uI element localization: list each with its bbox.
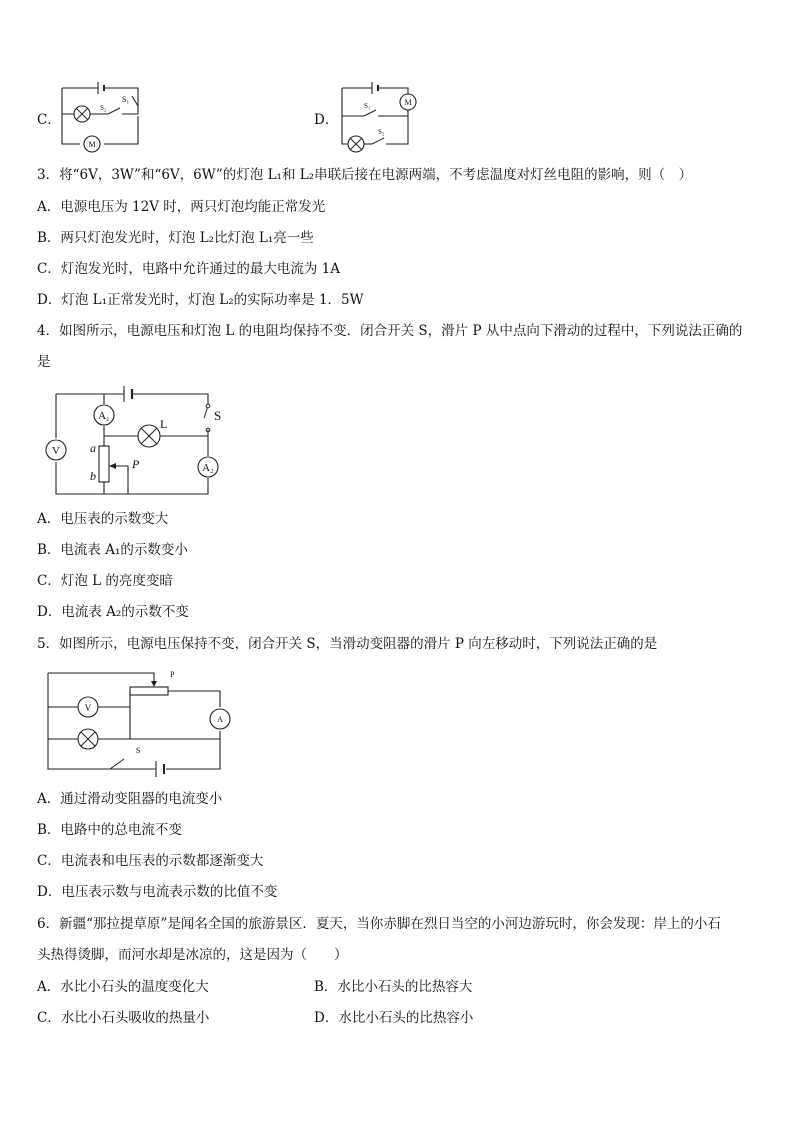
switch-s-icon bbox=[110, 759, 124, 769]
q6-option-b: B．水比小石头的比热容大 bbox=[314, 979, 473, 995]
svg-text:P: P bbox=[132, 457, 140, 471]
q3-option-d: D．灯泡 L₁正常发光时，灯泡 L₂的实际功率是 1．5W bbox=[37, 292, 364, 308]
q5-option-c: C．电流表和电压表的示数都逐渐变大 bbox=[37, 853, 264, 869]
q3-option-c: C．灯泡发光时，电路中允许通过的最大电流为 1A bbox=[37, 261, 340, 277]
q6-option-d: D．水比小石头的比热容小 bbox=[314, 1010, 474, 1026]
q6-option-a: A．水比小石头的温度变化大 bbox=[37, 979, 209, 995]
switch-s1-icon bbox=[364, 110, 376, 116]
switch-s1-icon bbox=[132, 96, 138, 106]
circuit-diagram-d bbox=[340, 80, 430, 155]
switch-s2-icon bbox=[372, 138, 384, 144]
circuit-diagram-c bbox=[60, 80, 150, 155]
svg-text:A₁: A₁ bbox=[98, 410, 110, 422]
slider-arrow-icon bbox=[109, 463, 116, 469]
q4-option-b: B．电流表 A₁的示数变小 bbox=[37, 542, 188, 558]
q5-option-a: A．通过滑动变阻器的电流变小 bbox=[37, 791, 223, 807]
option-d-label: D． bbox=[314, 112, 339, 128]
q4-option-d: D．电流表 A₂的示数不变 bbox=[37, 604, 189, 620]
svg-text:S: S bbox=[214, 408, 222, 423]
q3-stem: 3．将“6V，3W”和“6V，6W”的灯泡 L₁和 L₂串联后接在电源两端，不考虑温度对灯丝电阻的影响，则（ ） bbox=[37, 167, 693, 183]
q3-option-a: A．电源电压为 12V 时，两只灯泡均能正常发光 bbox=[37, 199, 326, 215]
slider-arrow-icon bbox=[151, 681, 157, 687]
q4-option-c: C．灯泡 L 的亮度变暗 bbox=[37, 573, 173, 589]
svg-text:a: a bbox=[90, 441, 96, 455]
svg-text:b: b bbox=[90, 469, 96, 483]
q6-stem-line1: 6．新疆“那拉提草原”是闻名全国的旅游景区．夏天，当你赤脚在烈日当空的小河边游玩时，你会发现：岸上的小石 bbox=[37, 916, 721, 932]
svg-text:P: P bbox=[170, 670, 175, 679]
q5-option-b: B．电路中的总电流不变 bbox=[37, 822, 182, 838]
circuit-diagram-q4 bbox=[42, 384, 232, 499]
rheostat-icon bbox=[99, 446, 109, 482]
q6-option-c: C．水比小石头吸收的热量小 bbox=[37, 1010, 210, 1026]
svg-text:L: L bbox=[160, 417, 168, 431]
circuit-diagram-q5 bbox=[44, 665, 244, 780]
svg-text:M: M bbox=[404, 98, 412, 107]
option-c-label: C． bbox=[37, 112, 61, 128]
svg-text:V: V bbox=[52, 445, 60, 457]
q4-stem-line1: 4．如图所示，电源电压和灯泡 L 的电阻均保持不变．闭合开关 S，滑片 P 从中点向下滑动的过程中，下列说法正确的 bbox=[37, 323, 743, 339]
svg-text:A: A bbox=[217, 715, 223, 724]
switch-s2-icon bbox=[108, 108, 120, 114]
svg-text:S₂: S₂ bbox=[378, 128, 385, 136]
q4-stem-line2: 是 bbox=[37, 354, 51, 370]
q5-option-d: D．电压表示数与电流表示数的比值不变 bbox=[37, 884, 278, 900]
svg-text:S₂: S₂ bbox=[100, 104, 107, 112]
svg-text:S₁: S₁ bbox=[364, 102, 371, 110]
q6-stem-line2: 头热得烫脚，而河水却是冰凉的，这是因为（ ） bbox=[37, 947, 348, 963]
svg-text:S₁: S₁ bbox=[122, 95, 130, 104]
q3-option-b: B．两只灯泡发光时，灯泡 L₂比灯泡 L₁亮一些 bbox=[37, 230, 314, 246]
svg-text:S: S bbox=[136, 746, 141, 755]
svg-text:V: V bbox=[84, 703, 92, 713]
rheostat-icon bbox=[130, 687, 168, 695]
q4-option-a: A．电压表的示数变大 bbox=[37, 511, 169, 527]
svg-text:M: M bbox=[88, 140, 96, 149]
svg-text:A₂: A₂ bbox=[202, 462, 214, 474]
q5-stem: 5．如图所示，电源电压保持不变，闭合开关 S，当滑动变阻器的滑片 P 向左移动时，下列说法正确的是 bbox=[37, 636, 658, 652]
